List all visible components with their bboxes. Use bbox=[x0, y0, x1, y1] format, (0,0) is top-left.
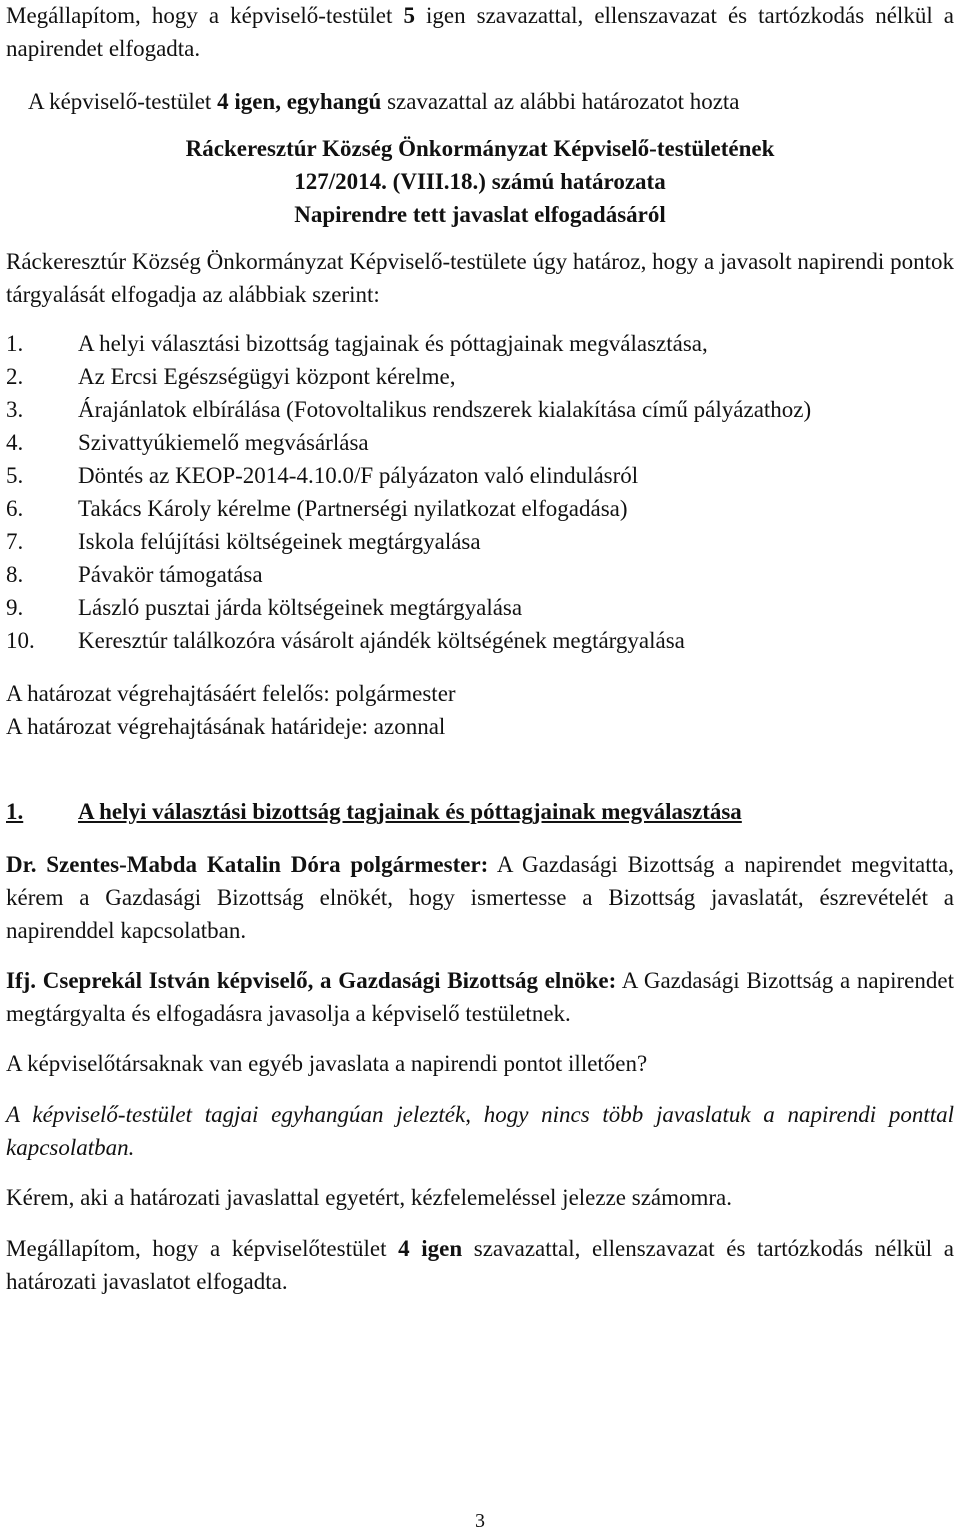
intro-paragraph-2: A képviselő-testület 4 igen, egyhangú szavazattal az alábbi határozatot hozta bbox=[28, 89, 740, 114]
list-item: 9. László pusztai járda költségeinek megtárgyalása bbox=[6, 595, 523, 620]
agenda-list bbox=[6, 327, 954, 657]
list-item: 6. Takács Károly kérelme (Partnerségi nyilatkozat elfogadása) bbox=[6, 496, 628, 521]
closing-paragraph: Megállapítom, hogy a képviselőtestület 4 igen szavazattal, ellenszavazat és tartózkodás nélkül a határozati javaslatot elfogadta. bbox=[6, 1236, 955, 1294]
list-item: 4. Szivattyúkiemelő megvásárlása bbox=[6, 430, 369, 455]
speaker-name: Ifj. Cseprekál István képviselő, a Gazdasági Bizottság elnöke: bbox=[6, 968, 617, 993]
list-item: 7. Iskola felújítási költségeinek megtárgyalása bbox=[6, 529, 481, 554]
list-item: 5. Döntés az KEOP-2014-4.10.0/F pályázaton való elindulásról bbox=[6, 463, 639, 488]
list-item: 2. Az Ercsi Egészségügyi központ kérelme, bbox=[6, 364, 456, 389]
list-item: 3. Árajánlatok elbírálása (Fotovoltalikus rendszerek kialakítása című pályázathoz) bbox=[6, 397, 812, 422]
speaker2-paragraph: Ifj. Cseprekál István képviselő, a Gazdasági Bizottság elnöke: A Gazdasági Bizottság a napirendet megtárgyalta és elfogadásra javasolja a képviselő testületnek. bbox=[6, 968, 954, 1026]
resolution-body: Ráckeresztúr Község Önkormányzat Képviselő-testülete úgy határoz, hogy a javasolt napirendi pontok tárgyalását elfogadja az alábbiak szerint: bbox=[6, 249, 954, 307]
deadline-line: A határozat végrehajtásának határideje: azonnal bbox=[6, 714, 446, 739]
speaker-name: Dr. Szentes-Mabda Katalin Dóra polgármester: bbox=[6, 852, 489, 877]
responsible-line: A határozat végrehajtásáért felelős: polgármester bbox=[6, 681, 456, 706]
speaker1-paragraph: Dr. Szentes-Mabda Katalin Dóra polgármester: A Gazdasági Bizottság a napirendet megvitatta, kérem a Gazdasági Bizottság elnökét, hogy ismertesse a Bizottság javaslatát, észrevételét a napirenddel kapcsolatban. bbox=[6, 852, 954, 943]
resolution-title: Ráckeresztúr Község Önkormányzat Képviselő-testületének 127/2014. (VIII.18.) számú határozata Napirendre tett javaslat elfogadásáról bbox=[185, 136, 775, 227]
intro-paragraph-1: Megállapítom, hogy a képviselő-testület 5 igen szavazattal, ellenszavazat és tartózkodás nélkül a napirendet elfogadta. bbox=[6, 3, 954, 61]
list-item: 1. A helyi választási bizottság tagjainak és póttagjainak megválasztása, bbox=[6, 331, 708, 356]
page-number: 3 bbox=[475, 1510, 485, 1532]
list-item: 10. Keresztúr találkozóra vásárolt ajándék költségének megtárgyalása bbox=[6, 628, 685, 653]
vote-count: 5 bbox=[403, 3, 415, 28]
document-page bbox=[6, 0, 954, 1298]
request-paragraph: Kérem, aki a határozati javaslattal egyetért, kézfelemeléssel jelezze számomra. bbox=[6, 1185, 733, 1210]
italic-note: A képviselő-testület tagjai egyhangúan jelezték, hogy nincs több javaslatuk a napirendi ponttal kapcsolatban. bbox=[6, 1102, 954, 1160]
list-item: 8. Pávakör támogatása bbox=[6, 562, 263, 587]
section-heading: 1. A helyi választási bizottság tagjainak és póttagjainak megválasztása bbox=[6, 799, 742, 824]
question-paragraph: A képviselőtársaknak van egyéb javaslata a napirendi pontot illetően? bbox=[6, 1051, 648, 1076]
